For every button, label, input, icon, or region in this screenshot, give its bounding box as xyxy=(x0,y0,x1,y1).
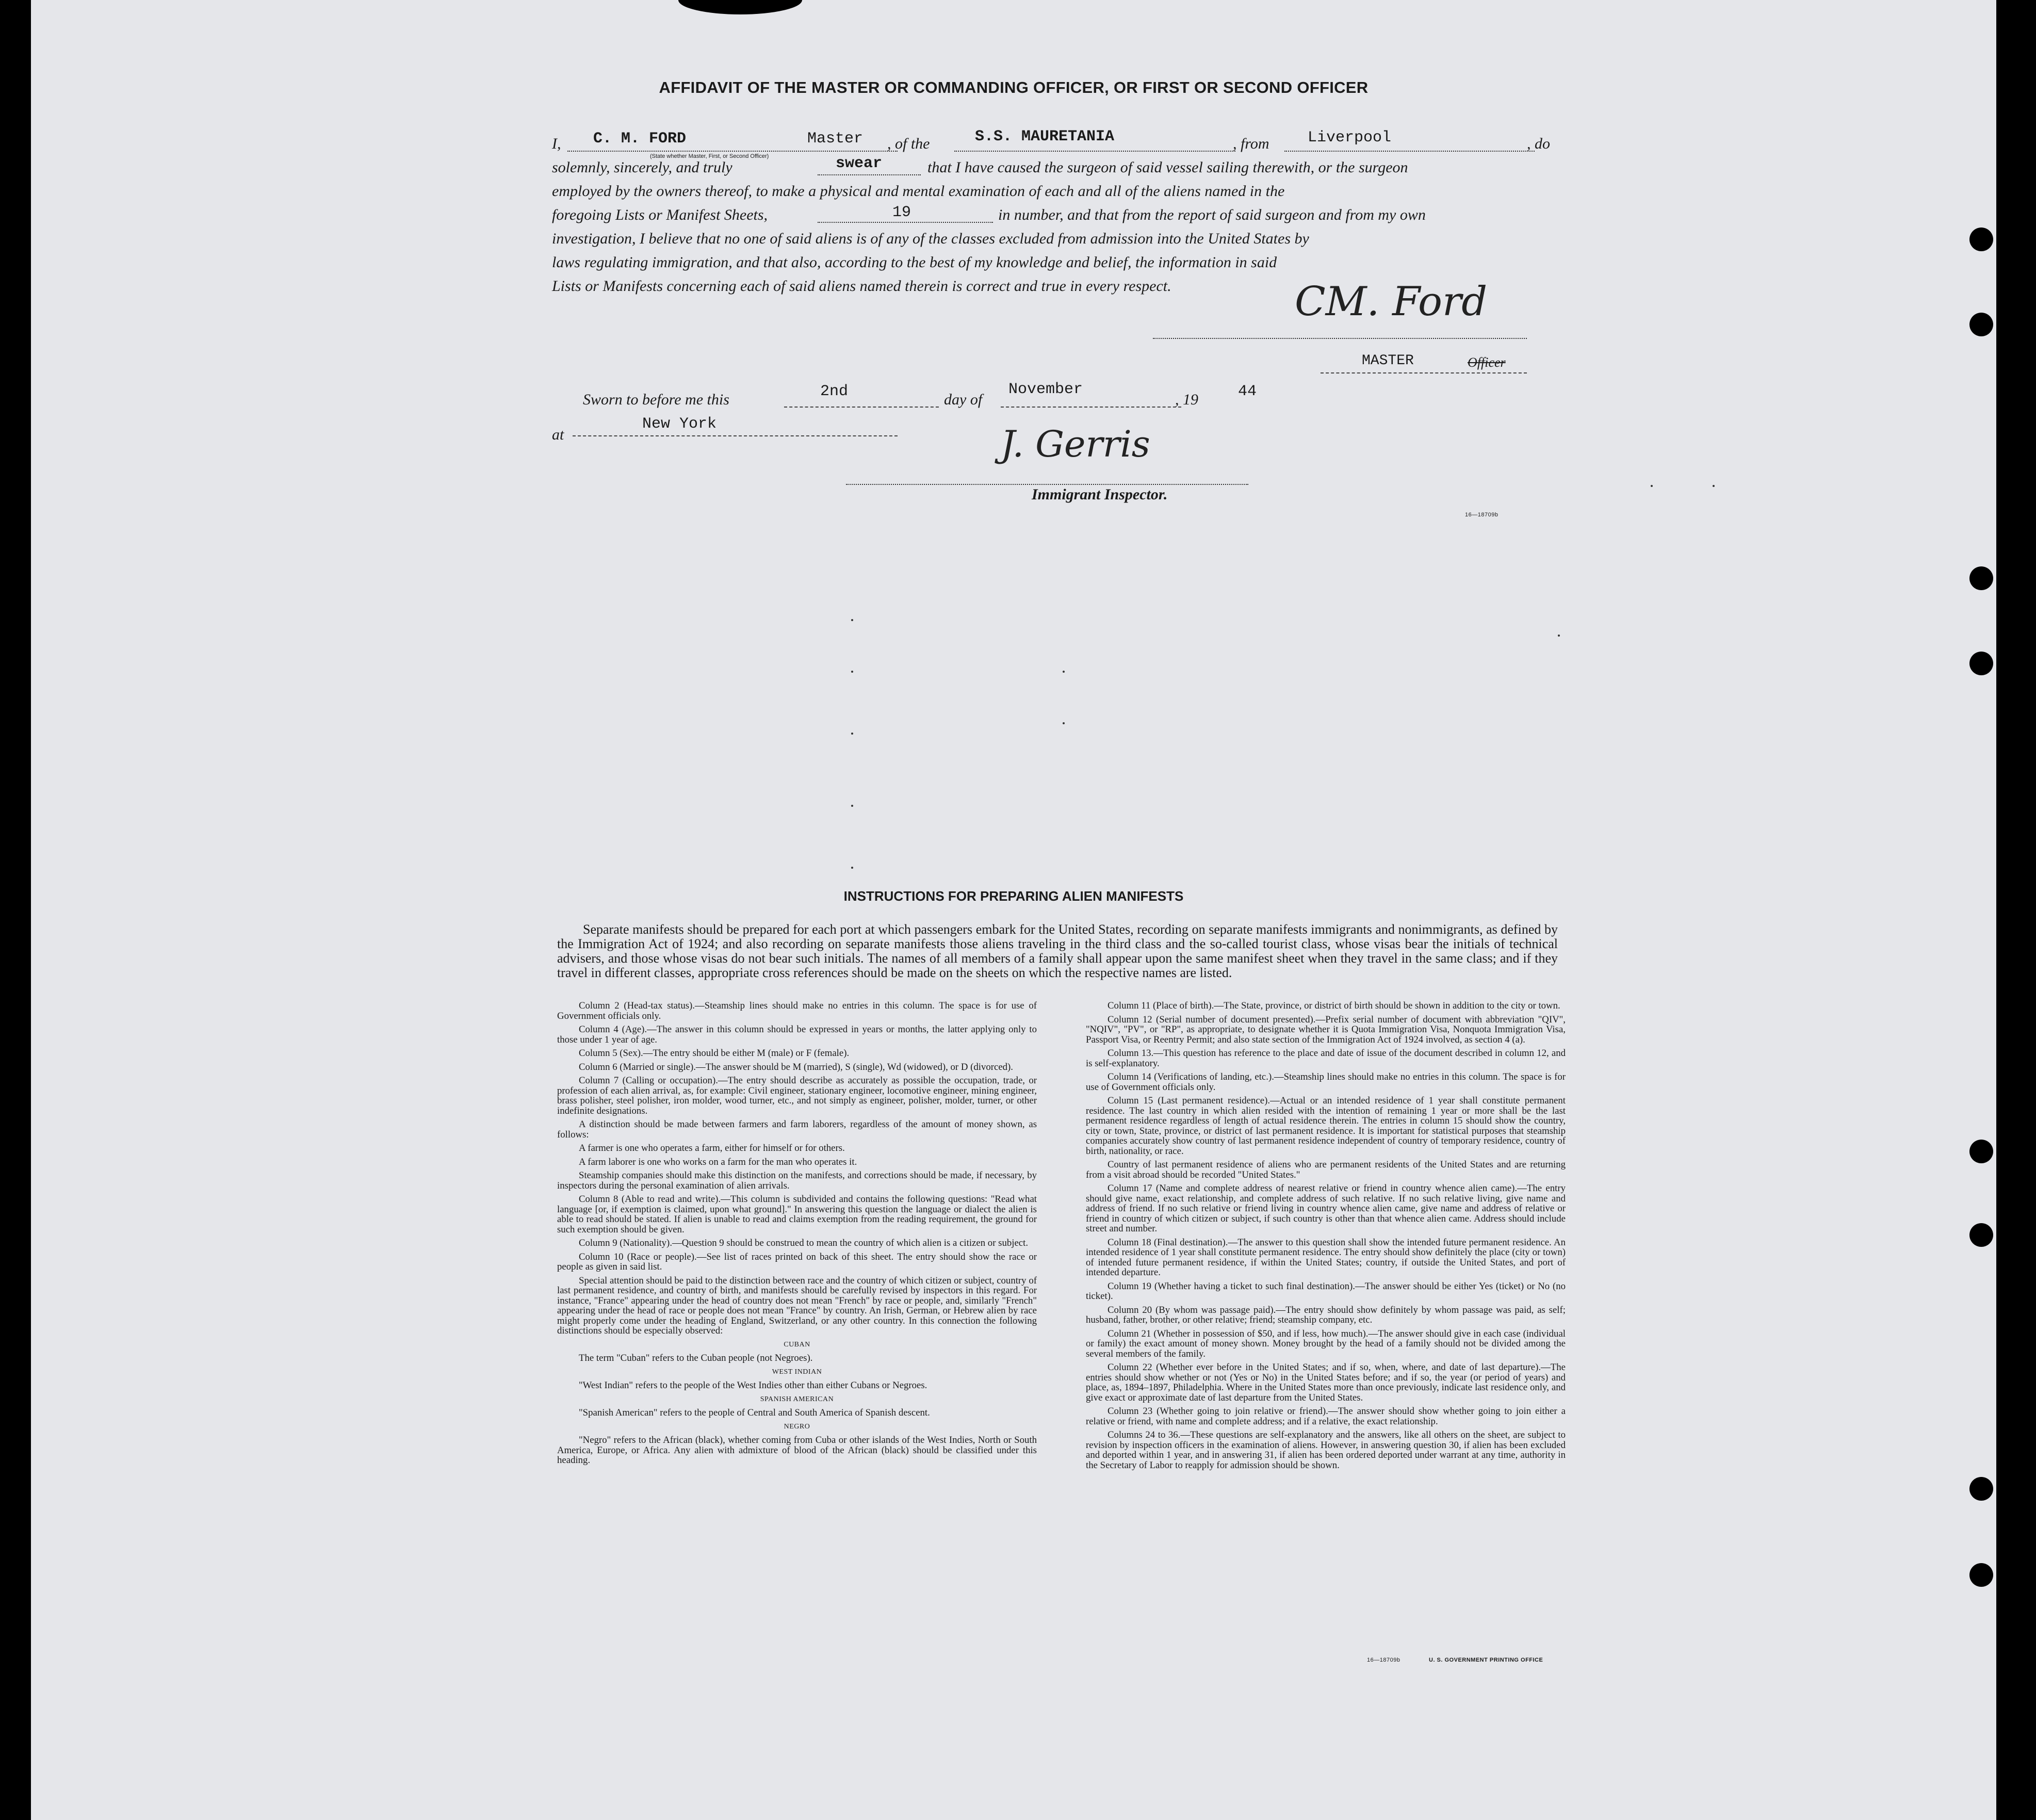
affidavit-title: AFFIDAVIT OF THE MASTER OR COMMANDING OFFICER, OR FIRST OR SECOND OFFICER xyxy=(659,78,1369,96)
sheets-count: 19 xyxy=(892,204,911,221)
instruction-paragraph: Column 19 (Whether having a ticket to such final destination).—The answer should be either Yes (ticket) or No (no ticket). xyxy=(1086,1280,1566,1302)
punch-hole xyxy=(1969,652,1993,675)
oath-value: swear xyxy=(836,155,883,172)
rank-note: (State whether Master, First, or Second Officer) xyxy=(650,153,769,159)
month-line xyxy=(1001,407,1181,408)
sworn-year: 44 xyxy=(1238,383,1257,400)
heading-spanish-american: SPANISH AMERICAN xyxy=(760,1395,834,1403)
affidavit-form-number: 16—18709b xyxy=(1465,512,1499,518)
instruction-paragraph: Column 9 (Nationality).—Question 9 should be construed to mean the country of which alien is a citizen or subject. xyxy=(579,1238,1029,1248)
master-signature: CM. Ford xyxy=(1295,279,1488,325)
ship-name: S.S. MAURETANIA xyxy=(975,128,1115,145)
day-line xyxy=(784,407,939,408)
instruction-paragraph: "West Indian" refers to the people of the West Indies other than either Cubans or Negroes. xyxy=(579,1380,927,1391)
rank-value: Master xyxy=(807,130,864,148)
heading-cuban: CUBAN xyxy=(784,1340,810,1348)
instruction-paragraph: Column 21 (Whether in possession of $50, and if less, how much).—The answer should give in each case (individual or family) the exact amount of money shown. Money brought by the head of a family should not be divided among the several members of the family. xyxy=(1086,1328,1566,1359)
instruction-paragraph: A farm laborer is one who works on a farm for the man who operates it. xyxy=(579,1156,857,1167)
sworn-place: New York xyxy=(642,415,717,433)
instruction-paragraph: Columns 24 to 36.—These questions are self-explanatory and the answers, like all others on the sheet, are subject to revision by inspection officers in the examination of aliens. However, in answering question 30, if alien has been excluded and deported within 1 year, and in answering 31, if alien has been ordered deported under warrant at any time, authority in the Secretary of Labor to reapply for admission should be shown. xyxy=(1086,1429,1566,1471)
sworn-day: 2nd xyxy=(820,383,849,400)
title-line xyxy=(1321,372,1527,373)
sworn-label: Sworn to before me this xyxy=(583,391,729,408)
footer-form-number: 16—18709b xyxy=(1367,1657,1400,1663)
instruction-paragraph: Column 8 (Able to read and write).—This column is subdivided and contains the following questions: "Read what language [or, if exemption is claimed, upon what ground]." In answering this question the language or dialect the alien is able to read should be stated. If alien is unable to read and claims exemption from the reading requirement, the ground for such exemption should be given. xyxy=(557,1194,1037,1235)
from-label: , from xyxy=(1233,135,1269,152)
instruction-paragraph: Column 13.—This question has reference to the place and date of issue of the document described in column 12, and is self-explanatory. xyxy=(1086,1048,1566,1069)
inspector-line xyxy=(846,484,1248,485)
inspector-label: Immigrant Inspector. xyxy=(1032,486,1168,503)
instruction-paragraph: Column 12 (Serial number of document presented).—Prefix serial number of document with abbreviation "QIV", "NQIV", "PV", or "RP", as appropriate, to designate whether it is Quota Immigration Visa, Nonquota Immigration Visa, Passport Visa, or Reentry Permit; and also state section of the Immigration Act of 1924 involved, as section 4 (a). xyxy=(1086,1014,1566,1045)
instruction-paragraph: Country of last permanent residence of aliens who are permanent residents of the United States and are returning from a visit abroad should be recorded "United States." xyxy=(1086,1159,1566,1180)
affidavit-line-3: employed by the owners thereof, to make a physical and mental examination of each and all of the aliens named in the xyxy=(552,183,1285,200)
day-of-label: day of xyxy=(944,391,983,408)
affidavit-line-4-post: in number, and that from the report of said surgeon and from my own xyxy=(998,206,1426,223)
punch-hole xyxy=(1969,313,1993,336)
instruction-paragraph: Column 20 (By whom was passage paid).—The entry should show definitely by whom passage was paid, as self; husband, father, brother, or other relative; friend; steamship company, etc. xyxy=(1086,1304,1566,1325)
of-the-label: , of the xyxy=(887,135,930,152)
instruction-paragraph: Special attention should be paid to the distinction between race and the country of which citizen or subject, country of last permanent residence, and country of birth, and manifests should be carefully revised by inspectors in this regard. For instance, "France" appearing under the head of country does not mean "French" by race or people, and, similarly "French" appearing under the head of race or people does not mean "France" by country. An Irish, German, or Hebrew alien by race might properly come under the heading of England, Switzerland, or any other country. In this connection the following distinctions should be especially observed: xyxy=(557,1275,1037,1336)
instruction-paragraph: "Negro" refers to the African (black), whether coming from Cuba or other islands of the West Indies, North or South America, Europe, or Africa. Any alien with admixture of blood of the African (black) should be classified under this heading. xyxy=(557,1435,1037,1466)
footer-printer: U. S. GOVERNMENT PRINTING OFFICE xyxy=(1429,1657,1543,1663)
instructions-column-right xyxy=(1086,1001,1566,1474)
instruction-paragraph: The term "Cuban" refers to the Cuban people (not Negroes). xyxy=(579,1353,813,1363)
heading-west-indian: WEST INDIAN xyxy=(772,1368,822,1376)
instructions-intro: Separate manifests should be prepared for each port at which passengers embark for the United States, recording on separate manifests immigrants and nonimmigrants, as defined by the Immigration Act of 1924; and also recording on separate manifests those aliens traveling in the third class and the so-called tourist class, whose visas bear the initials of technical advisers, and those whose visas do not bear such initials. The names of all members of a family shall appear upon the same manifest sheet when they travel in the same class; and if they travel in different classes, appropriate cross references should be made on the sheets on which the respective names are listed. xyxy=(557,922,1558,980)
solemnly-text: solemnly, sincerely, and truly xyxy=(552,159,732,176)
punch-hole xyxy=(1969,1563,1993,1587)
name-line xyxy=(567,151,898,152)
inspector-signature: J. Gerris xyxy=(1001,423,1150,465)
instruction-paragraph: Column 23 (Whether going to join relative or friend).—The answer should show whether going to join either a relative or friend, with name and complete address; and if a relative, the exact relationship. xyxy=(1086,1406,1566,1427)
instruction-paragraph: Column 6 (Married or single).—The answer should be M (married), S (single), Wd (widowed), or D (divorced). xyxy=(579,1061,1013,1072)
instruction-paragraph: Column 18 (Final destination).—The answer to this question shall show the intended future permanent residence. An intended residence of 1 year shall constitute permanent residence. The entry should show definitely the place (city or town) of intended future permanent residence, if within the United States; country, if outside the United States, and port of intended departure. xyxy=(1086,1237,1566,1278)
ship-line xyxy=(954,151,1235,152)
at-label: at xyxy=(552,426,564,443)
heading-negro: NEGRO xyxy=(784,1422,810,1431)
i-label: I, xyxy=(552,135,561,152)
instruction-paragraph: Column 10 (Race or people).—See list of races printed on back of this sheet. The entry should show the race or people as given in said list. xyxy=(557,1251,1037,1272)
page-clip-tab xyxy=(678,0,802,14)
manifest-sheet xyxy=(31,0,1996,1820)
instruction-paragraph: Column 11 (Place of birth).—The State, province, or district of birth should be shown in addition to the city or town. xyxy=(1107,1000,1560,1011)
punch-hole xyxy=(1969,1140,1993,1163)
instructions-column-left xyxy=(557,1001,1037,1469)
sworn-month: November xyxy=(1008,381,1083,398)
master-name: C. M. FORD xyxy=(593,130,687,148)
signature-line xyxy=(1153,338,1527,339)
instruction-paragraph: Column 5 (Sex).—The entry should be either M (male) or F (female). xyxy=(579,1048,850,1059)
affidavit-line-7: Lists or Manifests concerning each of said aliens named therein is correct and true in every respect. xyxy=(552,278,1171,295)
instruction-paragraph: Column 4 (Age).—The answer in this column should be expressed in years or months, the latter applying only to those under 1 year of age. xyxy=(557,1024,1037,1045)
punch-hole xyxy=(1969,566,1993,590)
oath-line xyxy=(818,174,921,175)
instruction-paragraph: Column 2 (Head-tax status).—Steamship lines should make no entries in this column. The space is for use of Government officials only. xyxy=(557,1000,1037,1021)
port-line xyxy=(1284,151,1535,152)
instruction-paragraph: "Spanish American" refers to the people of Central and South America of Spanish descent. xyxy=(579,1407,930,1418)
instruction-paragraph: Column 17 (Name and complete address of nearest relative or friend in country whence alien came).—The entry should give name, exact relationship, and complete address of such relative. If no such relative living, give name and address of friend. If no such relative or friend living in country whence alien came, give name and address of relative or friend in country of which citizen or subject, if such country is other than that whence alien came. Address should include street and number. xyxy=(1086,1183,1566,1234)
instruction-paragraph: Column 7 (Calling or occupation).—The entry should describe as accurately as possible the occupation, trade, or profession of each alien arrival, as, for example: Civil engineer, stationary engineer, locomotive engineer, mining engineer, brass polisher, steel polisher, iron molder, wood turner, etc., and not simply as engineer, polisher, molder, turner, or other indefinite designations. xyxy=(557,1075,1037,1116)
instructions-title: INSTRUCTIONS FOR PREPARING ALIEN MANIFESTS xyxy=(843,888,1184,904)
punch-hole xyxy=(1969,1477,1993,1501)
instruction-paragraph: A distinction should be made between farmers and farm laborers, regardless of the amount of money shown, as follows: xyxy=(557,1119,1037,1140)
year-prefix: , 19 xyxy=(1175,391,1198,408)
punch-hole xyxy=(1969,228,1993,251)
do-label: , do xyxy=(1527,135,1550,152)
port-name: Liverpool xyxy=(1308,129,1392,147)
affidavit-line-5: investigation, I believe that no one of said aliens is of any of the classes excluded from admission into the United States by xyxy=(552,230,1309,247)
title-master: MASTER xyxy=(1362,353,1414,369)
title-officer: Officer xyxy=(1468,355,1506,370)
instruction-paragraph: Column 15 (Last permanent residence).—Actual or an intended residence of 1 year shall constitute permanent residence. The last country in which alien resided with the intention of remaining 1 year or more shall be the last permanent residence regardless of length of actual residence therein. The entries in column 15 should show the country, city or town, State, province, or district of last permanent residence. It is important for statistical purposes that steamship companies accurately show country of last permanent residence independent of country of temporary residence, country of birth, nationality, or race. xyxy=(1086,1095,1566,1157)
affidavit-line-2: that I have caused the surgeon of said vessel sailing therewith, or the surgeon xyxy=(927,159,1408,176)
instruction-paragraph: A farmer is one who operates a farm, either for himself or for others. xyxy=(579,1143,845,1153)
sheets-line xyxy=(818,222,993,223)
place-line xyxy=(573,435,898,436)
instruction-paragraph: Column 14 (Verifications of landing, etc.).—Steamship lines should make no entries in this column. The space is for use of Government officials only. xyxy=(1086,1071,1566,1093)
affidavit-line-6: laws regulating immigration, and that also, according to the best of my knowledge and belief, the information in said xyxy=(552,254,1277,271)
instruction-paragraph: Column 22 (Whether ever before in the United States; and if so, when, where, and date of last departure).—The entries should show whether or not (Yes or No) in the United States before; and if so, the year (or period of years) and place, as, 1894–1897, Philadelphia. Where in the United States more than once previously, indicate last residence only, and give exact or approximate date of last departure from the United States. xyxy=(1086,1362,1566,1403)
affidavit-line-4-pre: foregoing Lists or Manifest Sheets, xyxy=(552,206,768,223)
punch-hole xyxy=(1969,1223,1993,1247)
instruction-paragraph: Steamship companies should make this distinction on the manifests, and corrections should be made, if necessary, by inspectors during the personal examination of alien arrivals. xyxy=(557,1170,1037,1191)
